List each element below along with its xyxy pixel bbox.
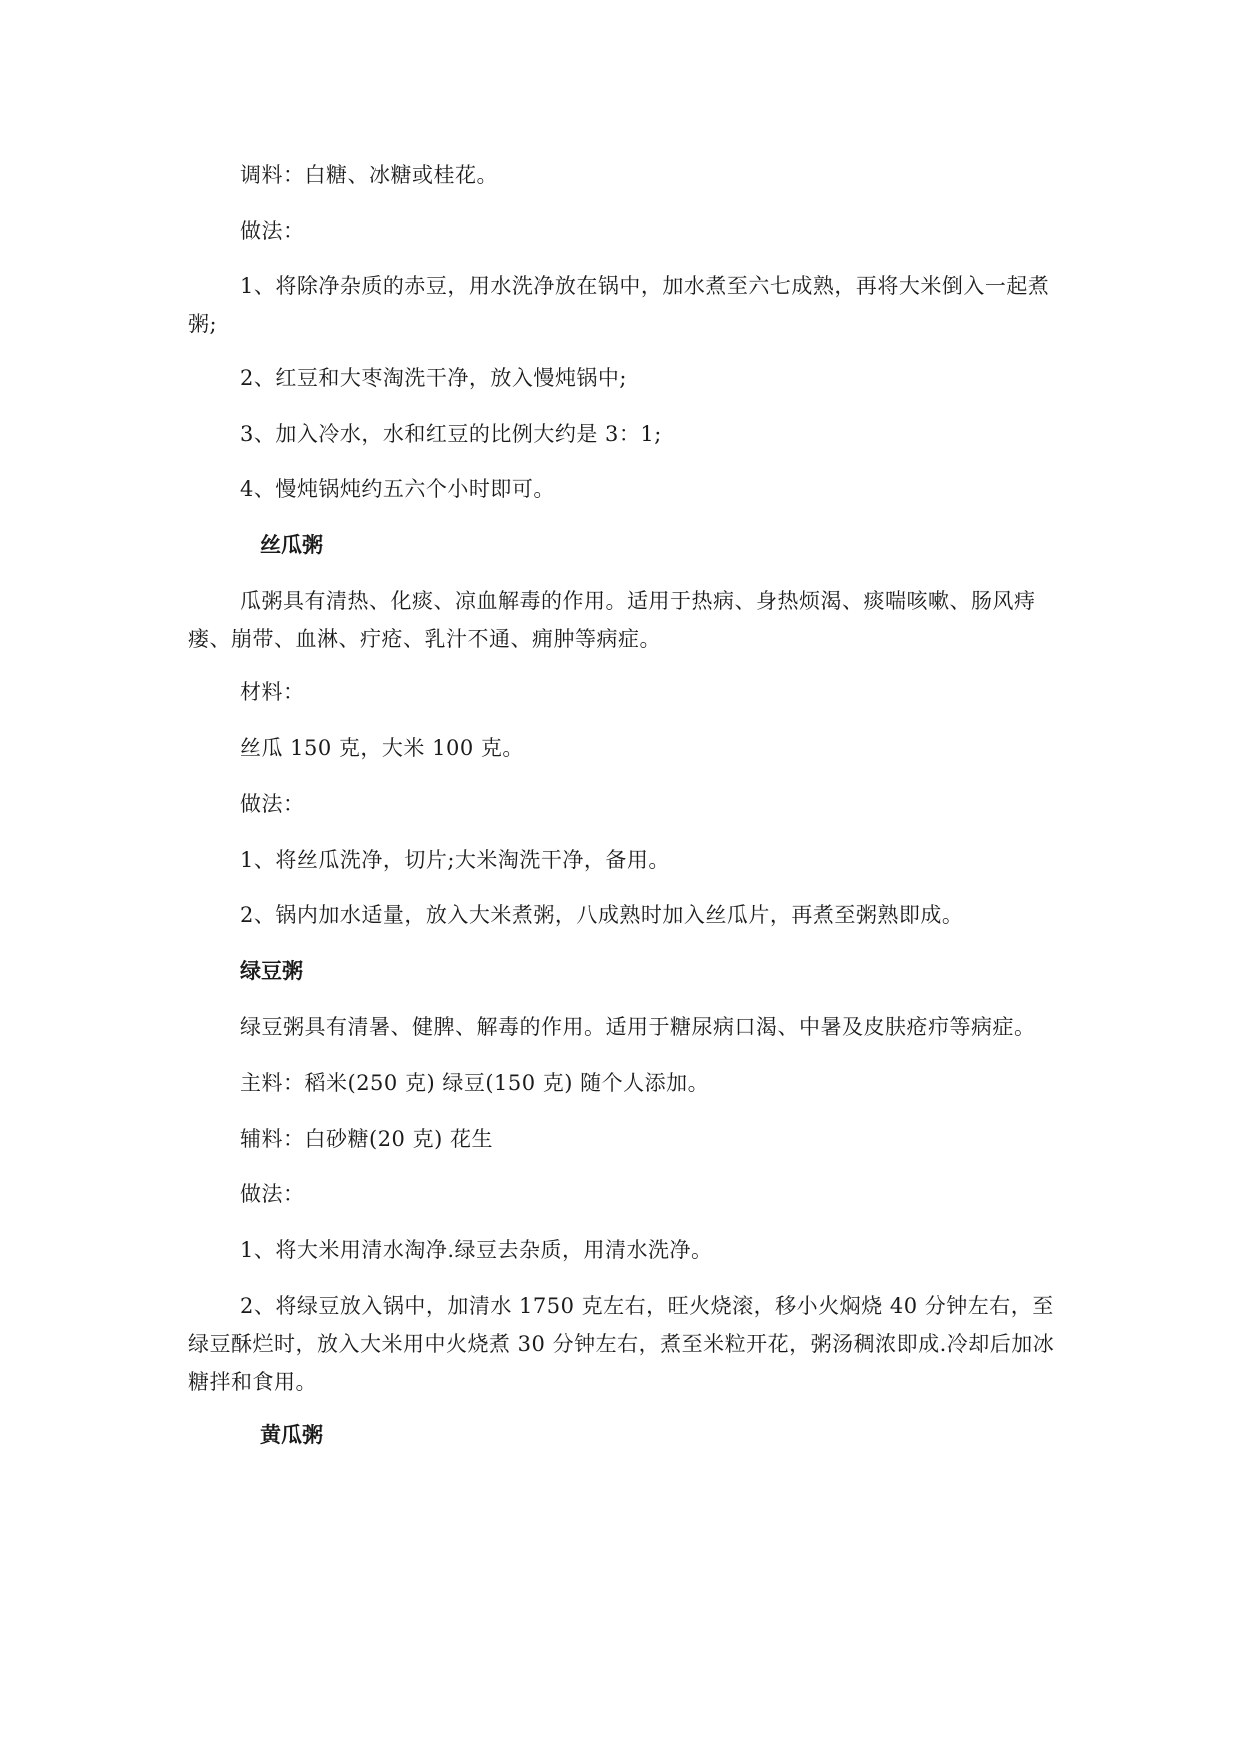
heading-cucumber-porridge: 黄瓜粥 xyxy=(260,1423,323,1447)
paragraph-loofah-step-1: 1、将丝瓜洗净，切片;大米淘洗干净，备用。 xyxy=(240,848,670,872)
paragraph-step-1: 1、将除净杂质的赤豆，用水洗净放在锅中，加水煮至六七成熟，再将大米倒入一起煮粥; xyxy=(188,274,1050,336)
heading-loofah-porridge: 丝瓜粥 xyxy=(260,533,323,557)
paragraph-mung-step-2: 2、将绿豆放入锅中，加清水 1750 克左右，旺火烧滚，移小火焖烧 40 分钟左右，至绿豆酥烂时，放入大米用中火烧煮 30 分钟左右，煮至米粒开花，粥汤稠浓即成.冷却后加冰糖拌和食用。 xyxy=(188,1294,1055,1394)
paragraph-mung-intro: 绿豆粥具有清暑、健脾、解毒的作用。适用于糖尿病口渴、中暑及皮肤疮疖等病症。 xyxy=(240,1015,1036,1039)
paragraph-seasoning: 调料：白糖、冰糖或桂花。 xyxy=(240,163,498,187)
paragraph-main-ingredients: 主料：稻米(250 克) 绿豆(150 克) 随个人添加。 xyxy=(240,1071,710,1095)
heading-mung-bean-porridge: 绿豆粥 xyxy=(240,959,303,983)
paragraph-loofah-step-2: 2、锅内加水适量，放入大米煮粥，八成熟时加入丝瓜片，再煮至粥熟即成。 xyxy=(240,903,964,927)
paragraph-method-label-2: 做法： xyxy=(240,792,305,816)
paragraph-materials-label: 材料： xyxy=(240,680,305,704)
paragraph-mung-step-1: 1、将大米用清水淘净.绿豆去杂质，用清水洗净。 xyxy=(240,1238,713,1262)
paragraph-step-4: 4、慢炖锅炖约五六个小时即可。 xyxy=(240,477,555,501)
paragraph-secondary-ingredients: 辅料：白砂糖(20 克) 花生 xyxy=(240,1127,493,1151)
paragraph-step-3: 3、加入冷水，水和红豆的比例大约是 3：1; xyxy=(240,422,662,446)
paragraph-loofah-intro: 瓜粥具有清热、化痰、凉血解毒的作用。适用于热病、身热烦渴、痰喘咳嗽、肠风痔瘘、崩带、血淋、疔疮、乳汁不通、痈肿等病症。 xyxy=(188,589,1036,651)
paragraph-method-label-3: 做法： xyxy=(240,1182,305,1206)
paragraph-step-2: 2、红豆和大枣淘洗干净，放入慢炖锅中; xyxy=(240,366,627,390)
paragraph-materials: 丝瓜 150 克，大米 100 克。 xyxy=(240,736,524,760)
paragraph-method-label: 做法： xyxy=(240,219,305,243)
